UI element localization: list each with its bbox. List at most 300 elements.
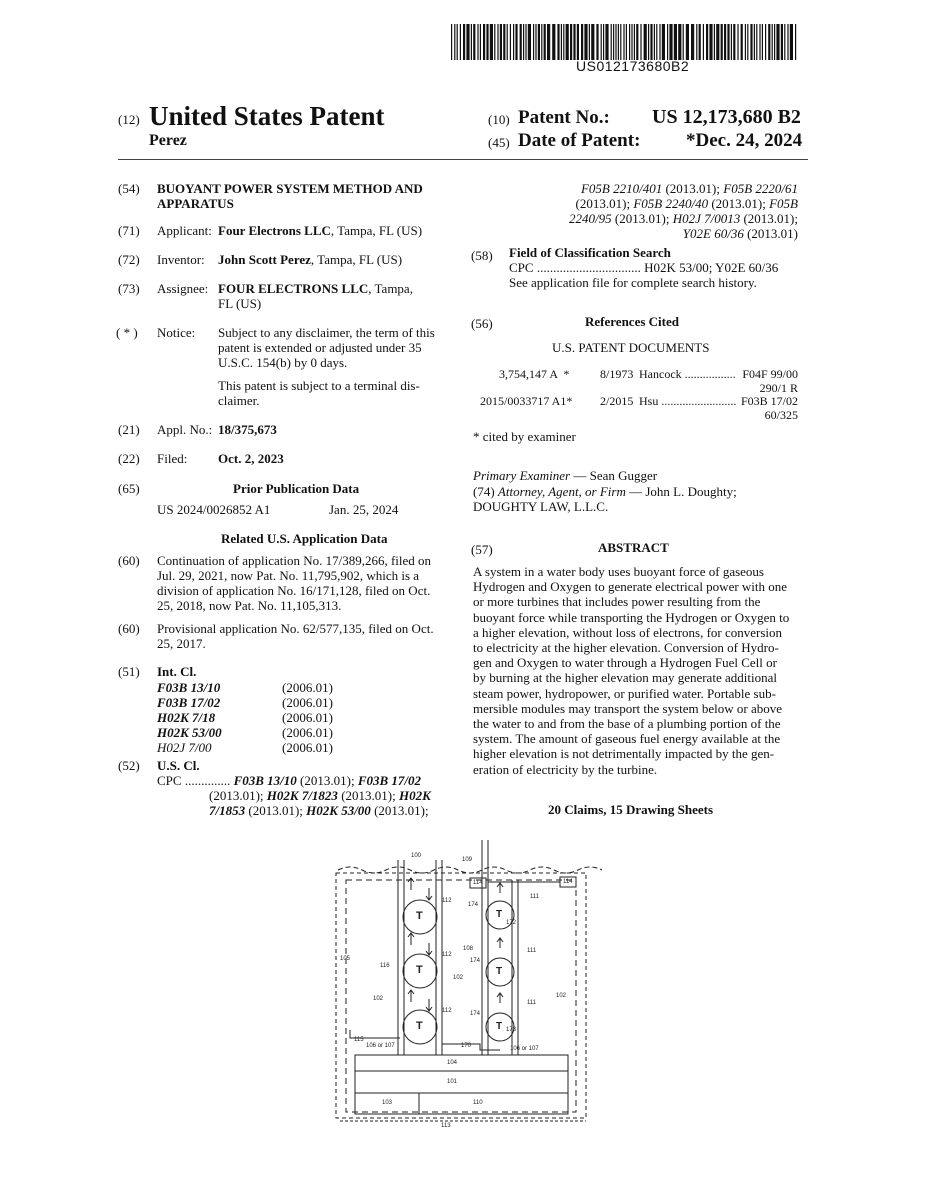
barcode-bar (552, 24, 555, 60)
barcode-bar (513, 24, 514, 60)
intcl-class: H02K 7/18 (157, 710, 216, 725)
provisional-code: (60) (118, 621, 140, 636)
barcode-bar (561, 24, 562, 60)
assignee-location-2: FL (US) (218, 296, 262, 311)
label-102: 102 (556, 993, 567, 999)
label-112: 112 (442, 952, 452, 958)
inventor-label: Inventor: (157, 252, 205, 267)
barcode-bar (636, 24, 638, 60)
barcode-bar (497, 24, 498, 60)
examiner-label: Primary Examiner (473, 468, 571, 483)
abstract-line: or more turbines that includes power resulting from the (473, 594, 761, 610)
barcode-bar (669, 24, 672, 60)
date-of-patent-label: Date of Patent: (518, 130, 641, 151)
uscl-code: (52) (118, 758, 140, 773)
field-cpc: CPC ................................ H02K 53/00; Y02E 60/36 (509, 260, 779, 275)
ref-name: Hsu ......................... (639, 394, 737, 408)
applicant-location: , Tampa, FL (US) (330, 223, 423, 238)
barcode-bar (747, 24, 748, 60)
barcode-bar (603, 24, 604, 60)
label-114: 114 (563, 879, 573, 885)
inventor (218, 252, 402, 268)
notice-line-5: claimer. (218, 393, 260, 408)
cpc-cont-line-4 (683, 226, 798, 242)
turbine (403, 1010, 437, 1044)
barcode-bar (656, 24, 657, 60)
barcode-bar (557, 24, 559, 60)
barcode-bar (581, 24, 583, 60)
barcode-bar (477, 24, 478, 60)
assignee-name: FOUR ELECTRONS LLC (218, 281, 369, 296)
ref-class: F04F 99/00 (742, 367, 798, 381)
uscl-heading: U.S. Cl. (157, 758, 200, 773)
barcode-bar (573, 24, 575, 60)
label-110: 110 (473, 1100, 483, 1106)
turbine-label: T (416, 1020, 423, 1032)
label-103: 103 (382, 1100, 393, 1106)
label-106-or-107: 106 or 107 (366, 1043, 395, 1049)
cpc-date: (2013.01); (662, 181, 724, 196)
barcode-bar (584, 24, 587, 60)
turbine-label: T (416, 964, 423, 976)
intcl-row (157, 710, 417, 726)
barcode-bar (699, 24, 701, 60)
barcode-bar (650, 24, 652, 60)
intcl-date: (2006.01) (282, 740, 333, 755)
label-104: 104 (447, 1060, 458, 1066)
barcode-bar (483, 24, 485, 60)
code-12: (12) (118, 112, 140, 127)
barcode-bar (721, 24, 723, 60)
barcode-bar (759, 24, 760, 60)
inventor-surname: Perez (149, 132, 187, 149)
flow-arrow (426, 888, 432, 900)
cpc-date: (2013.01); (296, 773, 358, 788)
barcode-bar (683, 24, 684, 60)
notice-code: ( * ) (116, 325, 138, 340)
flow-arrow (497, 993, 503, 1003)
turbine (403, 900, 437, 934)
turbine-label: T (496, 966, 503, 977)
filed-label: Filed: (157, 451, 188, 466)
cpc-date: (2013.01); (740, 211, 798, 226)
barcode-bar (640, 24, 641, 60)
intcl-date: (2006.01) (282, 680, 333, 695)
ref-class-2: 60/325 (764, 408, 798, 422)
abstract-line: steam power, hydropower, or purified water. Portable sub- (473, 685, 776, 701)
barcode-bar (566, 24, 569, 60)
date-of-patent: *Dec. 24, 2024 (686, 130, 803, 151)
attorney-code: (74) (473, 484, 495, 499)
barcode-bar (629, 24, 630, 60)
inner-boundary (346, 880, 576, 1112)
cpc-cont-line-3 (569, 211, 798, 227)
barcode-bar (787, 24, 788, 60)
appl-number: 18/375,673 (218, 422, 277, 437)
label-115: 115 (354, 1037, 364, 1043)
intcl-heading: Int. Cl. (157, 664, 197, 679)
inventor-location: , Tampa, FL (US) (310, 252, 403, 267)
barcode-bar (471, 24, 472, 60)
barcode-bar (466, 24, 469, 60)
cpc-class: H02K 53/00 (306, 803, 371, 818)
assignee-code: (73) (118, 281, 140, 296)
abstract-heading: ABSTRACT (598, 540, 669, 555)
notice-line-1: Subject to any disclaimer, the term of this (218, 325, 435, 340)
intcl-date: (2006.01) (282, 710, 333, 725)
header-rule (118, 159, 808, 160)
barcode-bar (454, 24, 455, 60)
related-heading: Related U.S. Application Data (221, 531, 388, 546)
cpc-label: CPC .............. (157, 773, 231, 788)
barcode-bar (535, 24, 536, 60)
field-see: See application file for complete search history. (509, 275, 757, 290)
barcode-bar (709, 24, 712, 60)
barcode-bar (634, 24, 635, 60)
code-45: (45) (488, 135, 510, 150)
barcode-bar (510, 24, 511, 60)
label-100: 100 (411, 853, 422, 859)
label-105: 105 (340, 956, 351, 962)
label-111: 111 (530, 894, 540, 900)
title-code: (54) (118, 181, 140, 196)
title-line-1: BUOYANT POWER SYSTEM METHOD AND (157, 181, 423, 196)
barcode-bar (463, 24, 465, 60)
label-111: 111 (527, 948, 537, 954)
cpc-date: (2013.01); (209, 788, 267, 803)
prior-heading: Prior Publication Data (233, 481, 360, 496)
primary-examiner (473, 468, 657, 484)
intcl-row (157, 680, 417, 696)
barcode-bar (486, 24, 488, 60)
barcode-bar (500, 24, 502, 60)
cpc-class: F05B 2210/401 (580, 181, 663, 196)
barcode-bar (781, 24, 783, 60)
barcode-bar (507, 24, 508, 60)
abstract-line: system. The amount of gaseous fuel energy available at the (473, 731, 781, 747)
prior-code: (65) (118, 481, 140, 496)
barcode-bar (460, 24, 461, 60)
cpc-class: F05B (769, 196, 798, 211)
intcl-class: F03B 17/02 (157, 695, 221, 710)
attorney-name: — John L. Doughty; (625, 484, 737, 499)
barcode-bar (480, 24, 481, 60)
intcl-row (157, 695, 417, 711)
abstract-line: to electricity at the higher elevation. Conversion of Hydro- (473, 640, 779, 656)
intcl-class: F03B 13/10 (157, 680, 221, 695)
base-block-101 (355, 1071, 568, 1093)
provisional-line-2: 25, 2017. (157, 636, 206, 651)
barcode-bar (706, 24, 708, 60)
continuation-line-3: division of application No. 16/171,128, filed on Oct. (157, 583, 431, 598)
cpc-date: (2013.01) (743, 226, 798, 241)
label-116: 116 (380, 963, 390, 969)
label-113: 113 (441, 1123, 451, 1129)
barcode-bar (762, 24, 763, 60)
cpc-date: (2013.01); (575, 196, 634, 211)
label-173: 173 (506, 1027, 517, 1033)
barcode-bar (570, 24, 572, 60)
barcode-bar (745, 24, 746, 60)
barcode-bar (703, 24, 704, 60)
barcode-bar (503, 24, 505, 60)
cited-by-examiner: * cited by examiner (473, 429, 576, 444)
barcode-bar (795, 24, 796, 60)
continuation-line-2: Jul. 29, 2021, now Pat. No. 11,795,902, which is a (157, 568, 420, 583)
barcode-bar (756, 24, 757, 60)
abstract-text (473, 564, 799, 777)
barcode-bar (538, 24, 540, 60)
abstract-line: buoyant force while transporting the Hydrogen or Oxygen to (473, 609, 790, 625)
turbine (403, 954, 437, 988)
abstract-code: (57) (471, 542, 493, 557)
abstract-line: mersible modules may transport the system below or above (473, 700, 783, 716)
barcode-bar (691, 24, 694, 60)
flow-arrow (426, 943, 432, 955)
barcode-bar (714, 24, 715, 60)
barcode-bar (662, 24, 665, 60)
assignee (218, 281, 413, 297)
field-heading: Field of Classification Search (509, 245, 671, 260)
barcode-bar (613, 24, 614, 60)
barcode-bar (731, 24, 732, 60)
attorney-firm: DOUGHTY LAW, L.L.C. (473, 499, 609, 514)
barcode-bar (490, 24, 493, 60)
label-106-or-107: 106 or 107 (510, 1046, 539, 1052)
barcode-bar (765, 24, 766, 60)
barcode-bar (626, 24, 627, 60)
abstract-line: a higher elevation, without loss of electrons, for conversion (473, 624, 783, 640)
continuation-line-1: Continuation of application No. 17/389,266, filed on (157, 553, 432, 568)
barcode-bar (525, 24, 526, 60)
patent-number: US 12,173,680 B2 (652, 106, 801, 128)
continuation-line-4: 25, 2018, now Pat. No. 11,105,313. (157, 598, 342, 613)
ref-class: F03B 17/02 (740, 394, 798, 408)
turbine-label: T (496, 909, 503, 920)
barcode-bar (591, 24, 594, 60)
barcode-bar (601, 24, 602, 60)
barcode-bar (686, 24, 689, 60)
label-174: 174 (468, 902, 479, 908)
inventor-code: (72) (118, 252, 140, 267)
barcode-bar (596, 24, 598, 60)
claims-summary: 20 Claims, 15 Drawing Sheets (548, 802, 714, 817)
abstract-line: A system in a water body uses buoyant force of gaseous (473, 564, 764, 579)
label-112: 112 (442, 898, 452, 904)
attorney-label: Attorney, Agent, or Firm (497, 484, 626, 499)
barcode-bar (696, 24, 697, 60)
filed-code: (22) (118, 451, 140, 466)
label-108: 108 (463, 946, 474, 952)
patent-number-label: Patent No.: (518, 107, 610, 128)
base-block-103 (355, 1093, 419, 1114)
attorney (473, 484, 737, 500)
barcode-bar (620, 24, 621, 60)
intcl-row (157, 725, 417, 741)
barcode-bar (727, 24, 729, 60)
cpc-class: 2240/95 (569, 211, 612, 226)
turbine-label: T (496, 1021, 503, 1032)
cpc-cont-line-1 (581, 181, 798, 197)
flow-arrow (408, 878, 414, 890)
filed-date: Oct. 2, 2023 (218, 451, 284, 466)
ref-class-2: 290/1 R (759, 381, 798, 395)
barcode-bar (623, 24, 624, 60)
barcode-bar (494, 24, 495, 60)
barcode-bar (615, 24, 616, 60)
barcode-bar (654, 24, 655, 60)
barcode-bar (772, 24, 773, 60)
ref-name: Hancock ................. (639, 367, 736, 381)
cpc-line-2 (209, 788, 431, 804)
flow-arrow (408, 933, 414, 945)
notice-line-3: U.S.C. 154(b) by 0 days. (218, 355, 348, 370)
cpc-class: H02K 7/1823 (266, 788, 338, 803)
label-170: 170 (461, 1043, 472, 1049)
appl-code: (21) (118, 422, 140, 437)
barcode (451, 24, 797, 60)
applicant-label: Applicant: (157, 223, 212, 238)
label-102: 102 (453, 975, 464, 981)
cpc-class: F03B 17/02 (357, 773, 422, 788)
barcode-bar (659, 24, 660, 60)
cpc-class: F03B 13/10 (233, 773, 297, 788)
barcode-bar (473, 24, 475, 60)
intcl-date: (2006.01) (282, 725, 333, 740)
outlet-box-114 (560, 877, 576, 887)
ref-number: 2015/0033717 A1* (480, 394, 573, 408)
cpc-date: (2013.01); (337, 788, 399, 803)
barcode-bar (790, 24, 793, 60)
barcode-bar (541, 24, 542, 60)
cpc-class: F05B 2220/61 (723, 181, 798, 196)
barcode-bar (674, 24, 677, 60)
flow-arrow (408, 990, 414, 1002)
barcode-bar (678, 24, 681, 60)
cpc-class: 7/1853 (209, 803, 246, 818)
barcode-bar (563, 24, 564, 60)
barcode-bar (784, 24, 785, 60)
barcode-bar (750, 24, 752, 60)
cpc-cont-line-2 (576, 196, 798, 212)
barcode-bar (520, 24, 522, 60)
continuation-code: (60) (118, 553, 140, 568)
turbine-label: T (416, 910, 423, 922)
barcode-bar (737, 24, 738, 60)
label-112: 112 (442, 1008, 452, 1014)
barcode-bar (741, 24, 743, 60)
notice-label: Notice: (157, 325, 196, 340)
applicant-name: Four Electrons LLC (218, 223, 331, 238)
cpc-date: (2013.01); (370, 803, 429, 818)
abstract-line: gen and Oxygen to water through a Hydrogen Fuel Cell or (473, 655, 777, 671)
code-10: (10) (488, 112, 510, 127)
water-surface (338, 867, 602, 873)
assignee-location: , Tampa, (368, 281, 413, 296)
prior-date: Jan. 25, 2024 (329, 502, 399, 517)
document-type: United States Patent (149, 101, 385, 131)
ref-date: 2/2015 (600, 394, 634, 408)
inventor-name: John Scott Perez (218, 252, 311, 267)
abstract-line: higher elevation is not detrimentally impacted by the gen- (473, 746, 775, 762)
barcode-bar (451, 24, 452, 60)
abstract-line: eration of electricity by the turbine. (473, 761, 658, 777)
ref-number: 3,754,147 A * (499, 367, 570, 381)
label-109: 109 (462, 857, 473, 863)
connector-pipe (350, 1030, 400, 1038)
cpc-line-3 (209, 803, 429, 819)
turbine (486, 958, 514, 986)
barcode-bar (605, 24, 608, 60)
barcode-bar (457, 24, 458, 60)
refs-code: (56) (471, 316, 493, 331)
us-patent-documents: U.S. PATENT DOCUMENTS (552, 340, 710, 355)
refs-heading: References Cited (585, 314, 679, 329)
abstract-line: by burning at the higher elevation may generate additional (473, 670, 777, 686)
prior-publication: US 2024/0026852 A1 (157, 502, 271, 517)
abstract-line: the water to and from the base of a plumbing portion of the (473, 716, 781, 732)
barcode-bar (547, 24, 550, 60)
base-block-110 (419, 1093, 568, 1114)
applicant (218, 223, 422, 239)
barcode-bar (644, 24, 647, 60)
intcl-date: (2006.01) (282, 695, 333, 710)
barcode-bar (618, 24, 619, 60)
label-172: 172 (506, 920, 517, 926)
intcl-class: H02K 53/00 (157, 725, 222, 740)
cpc-date: (2013.01); (611, 211, 673, 226)
barcode-bar (768, 24, 770, 60)
notice-line-4: This patent is subject to a terminal dis- (218, 378, 420, 393)
label-102: 102 (373, 996, 384, 1002)
barcode-number: US012173680B2 (576, 58, 690, 74)
base-block-104 (355, 1055, 568, 1071)
flow-arrow (497, 883, 503, 893)
provisional-line-1: Provisional application No. 62/577,135, filed on Oct. (157, 621, 434, 636)
barcode-bar (724, 24, 726, 60)
barcode-bar (667, 24, 668, 60)
cpc-line-1 (157, 773, 421, 789)
barcode-bar (611, 24, 612, 60)
connector-pipe (442, 1044, 500, 1050)
ref-date: 8/1973 (600, 367, 634, 381)
barcode-bar (631, 24, 632, 60)
intcl-code: (51) (118, 664, 140, 679)
assignee-label: Assignee: (157, 281, 209, 296)
barcode-bar (528, 24, 531, 60)
applicant-code: (71) (118, 223, 140, 238)
cpc-date: (2013.01); (708, 196, 770, 211)
barcode-bar (774, 24, 775, 60)
barcode-bar (533, 24, 534, 60)
cpc-date: (2013.01); (245, 803, 307, 818)
barcode-bar (523, 24, 524, 60)
flow-arrow (426, 999, 432, 1011)
abstract-line: Hydrogen and Oxygen to generate electrical power with one (473, 579, 788, 595)
title-line-2: APPARATUS (157, 196, 234, 211)
label-114: 114 (473, 880, 483, 886)
label-174: 174 (470, 958, 481, 964)
field-code: (58) (471, 248, 493, 263)
appl-label: Appl. No.: (157, 422, 213, 437)
label-174: 174 (470, 1011, 481, 1017)
barcode-bar (776, 24, 779, 60)
cpc-class: Y02E 60/36 (682, 226, 744, 241)
barcode-bar (515, 24, 517, 60)
examiner-name: — Sean Gugger (570, 468, 658, 483)
intcl-row (157, 740, 417, 756)
cpc-class: F05B 2240/40 (633, 196, 709, 211)
